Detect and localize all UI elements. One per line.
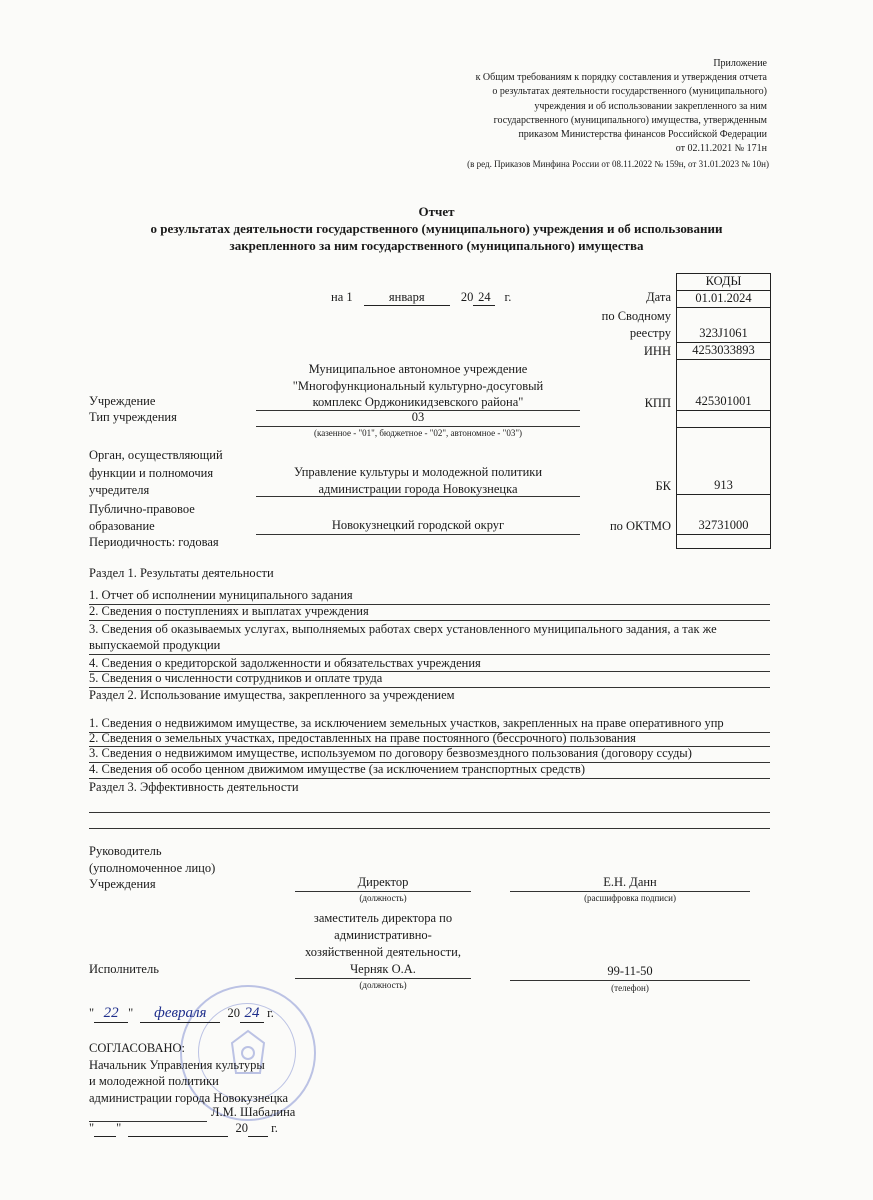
registry-label-2: реестру — [629, 326, 671, 340]
phone-underline — [510, 980, 750, 981]
report-date — [331, 290, 511, 306]
date-year: 24 — [473, 290, 495, 306]
approval-year-prefix: 20 — [235, 1121, 248, 1135]
sign-year: 24 — [240, 1005, 264, 1023]
institution-name-line: комплекс Орджоникидзевского района" — [312, 395, 524, 409]
approval-line: Начальник Управления культуры — [89, 1057, 265, 1072]
phone-caption: (телефон) — [611, 983, 649, 993]
bk-label: БК — [655, 479, 671, 493]
sign-year-suffix: г. — [267, 1006, 274, 1020]
executor-label: Исполнитель — [89, 962, 159, 976]
head-name-underline — [510, 891, 750, 892]
inn-label: ИНН — [643, 344, 671, 358]
date-code: 01.01.2024 — [677, 291, 770, 308]
row-line — [89, 778, 770, 779]
appendix-line: о результатах деятельности государственного (муниципального) — [492, 86, 767, 98]
appendix-edition: (в ред. Приказов Минфина России от 08.11.2022 № 159н, от 31.01.2023 № 10н) — [467, 159, 769, 169]
head-position: Директор — [357, 875, 409, 889]
sign-day: 22 — [94, 1005, 128, 1023]
codes-header: КОДЫ — [677, 274, 770, 291]
sign-date: " 22 " февраля 20 24 г. — [89, 1005, 274, 1021]
phone-value: 99-11-50 — [607, 964, 653, 978]
row-line — [89, 828, 770, 829]
oktmo-label: по ОКТМО — [609, 519, 671, 533]
head-name-caption: (расшифровка подписи) — [584, 893, 676, 903]
inn-code: 4253033893 — [677, 343, 770, 360]
municipality-label-line: образование — [89, 519, 155, 533]
municipality-value: Новокузнецкий городской округ — [331, 518, 505, 532]
approval-name: Л.М. Шабалина — [211, 1105, 296, 1119]
type-label: Тип учреждения — [89, 410, 177, 424]
municipality-label — [89, 501, 195, 535]
codes-table — [676, 273, 771, 549]
founder-label-line: учредителя — [89, 483, 150, 497]
kpp-code: 425301001 — [677, 394, 770, 411]
municipality-underline — [256, 534, 580, 535]
registry-label-1: по Сводному — [601, 309, 671, 323]
type-note: (казенное - "01", бюджетное - "02", автономное - "03") — [313, 428, 522, 438]
oktmo-code: 32731000 — [677, 518, 770, 535]
section2-item: 3. Сведения о недвижимом имуществе, используемом по договору безвозмездного пользования (договору ссуды) — [89, 746, 692, 760]
registry-code: 323J1061 — [677, 326, 770, 343]
section1-item: 2. Сведения о поступлениях и выплатах учреждения — [89, 604, 369, 618]
section1-item: 1. Отчет об исполнении муниципального задания — [89, 588, 353, 602]
section2-item: 2. Сведения о земельных участках, предоставленных на праве постоянного (бессрочного) пользования — [89, 731, 636, 745]
executor-position — [290, 910, 476, 978]
municipality-label-line: Публично-правовое — [89, 502, 195, 516]
section1-item: 3. Сведения об оказываемых услугах, выполняемых работах сверх установленного муниципального задания, а так же — [89, 622, 717, 636]
approval-line: и молодежной политики — [89, 1074, 219, 1088]
section1-item: выпускаемой продукции — [89, 638, 221, 652]
row-line — [89, 812, 770, 813]
appendix-line: приказом Министерства финансов Российской Федерации — [518, 129, 767, 141]
sign-year-prefix: 20 — [227, 1006, 240, 1020]
section1-title: Раздел 1. Результаты деятельности — [89, 566, 274, 580]
founder-underline — [256, 496, 580, 497]
head-name: Е.Н. Данн — [603, 875, 657, 889]
section1-item: 4. Сведения о кредиторской задолженности и обязательствах учреждения — [89, 656, 481, 670]
executor-position-underline — [295, 978, 471, 979]
section2-item: 1. Сведения о недвижимом имуществе, за исключением земельных участков, закрепленных на праве оперативного упр — [89, 716, 724, 730]
founder-label-line: функции и полномочия — [89, 465, 214, 480]
kpp-label: КПП — [644, 396, 671, 410]
executor-position-line: заместитель директора по — [313, 911, 453, 925]
institution-name-line: Муниципальное автономное учреждение — [308, 362, 528, 376]
appendix-line: государственного (муниципального) имущества, утвержденным — [493, 114, 767, 126]
founder-value — [256, 464, 580, 498]
appendix-block — [476, 57, 767, 156]
date-suffix: г. — [504, 290, 512, 304]
report-title — [0, 203, 873, 254]
section2-item: 4. Сведения об особо ценном движимом имуществе (за исключением транспортных средств) — [89, 762, 585, 776]
bk-code: 913 — [677, 478, 770, 495]
institution-label: Учреждение — [89, 394, 156, 408]
row-line — [89, 620, 770, 621]
executor-position-caption: (должность) — [359, 980, 407, 990]
appendix-title: Приложение — [713, 58, 767, 69]
date-month: января — [364, 290, 450, 306]
blank-code-1 — [677, 411, 770, 428]
executor-position-line: административно- — [334, 928, 432, 942]
registry-code-spacer — [677, 308, 770, 326]
type-value: 03 — [411, 410, 425, 424]
section1-item: 5. Сведения о численности сотрудников и оплате труда — [89, 671, 383, 685]
head-label-line: Руководитель — [89, 844, 162, 858]
row-line — [89, 654, 770, 655]
head-position-caption: (должность) — [359, 893, 407, 903]
appendix-line: от 02.11.2021 № 171н — [675, 143, 767, 155]
report-title-line: о результатах деятельности государственного (муниципального) учреждения и об использовании — [150, 221, 723, 236]
founder-value-line: Управление культуры и молодежной политики — [293, 465, 543, 479]
approval-block — [89, 1040, 288, 1106]
approval-line: администрации города Новокузнецка — [89, 1090, 289, 1105]
executor-position-line: хозяйственной деятельности, — [305, 945, 461, 959]
institution-name-line: "Многофункциональный культурно-досуговый — [292, 378, 544, 393]
head-position-underline — [295, 891, 471, 892]
institution-name — [256, 361, 580, 411]
approval-date: " " 20 г. — [89, 1121, 278, 1135]
founder-value-line: администрации города Новокузнецка — [318, 482, 518, 496]
periodicity: Периодичность: годовая — [89, 535, 219, 549]
appendix-line: учреждения и об использовании закрепленного за ним — [534, 100, 767, 112]
founder-label — [89, 447, 223, 500]
date-label: Дата — [646, 290, 671, 304]
report-title-line: закрепленного за ним государственного (муниципального) имущества — [229, 238, 644, 253]
appendix-line: к Общим требованиям к порядку составления и утверждения отчета — [475, 72, 767, 84]
approval-date-suffix: г. — [271, 1121, 278, 1135]
section3-title: Раздел 3. Эффективность деятельности — [89, 780, 299, 794]
report-title-line: Отчет — [418, 204, 455, 219]
date-year-prefix: 20 — [460, 290, 474, 304]
date-prefix: на 1 — [331, 290, 353, 304]
section2-title: Раздел 2. Использование имущества, закрепленного за учреждением — [89, 688, 455, 702]
head-label — [89, 843, 215, 893]
executor-position-line: Черняк О.А. — [350, 962, 416, 976]
founder-label-line: Орган, осуществляющий — [89, 448, 223, 462]
sign-month: февраля — [140, 1005, 220, 1023]
approval-title: СОГЛАСОВАНО: — [89, 1041, 186, 1055]
head-label-line: Учреждения — [89, 877, 156, 891]
head-label-line: (уполномоченное лицо) — [89, 860, 216, 875]
type-underline — [256, 426, 580, 427]
